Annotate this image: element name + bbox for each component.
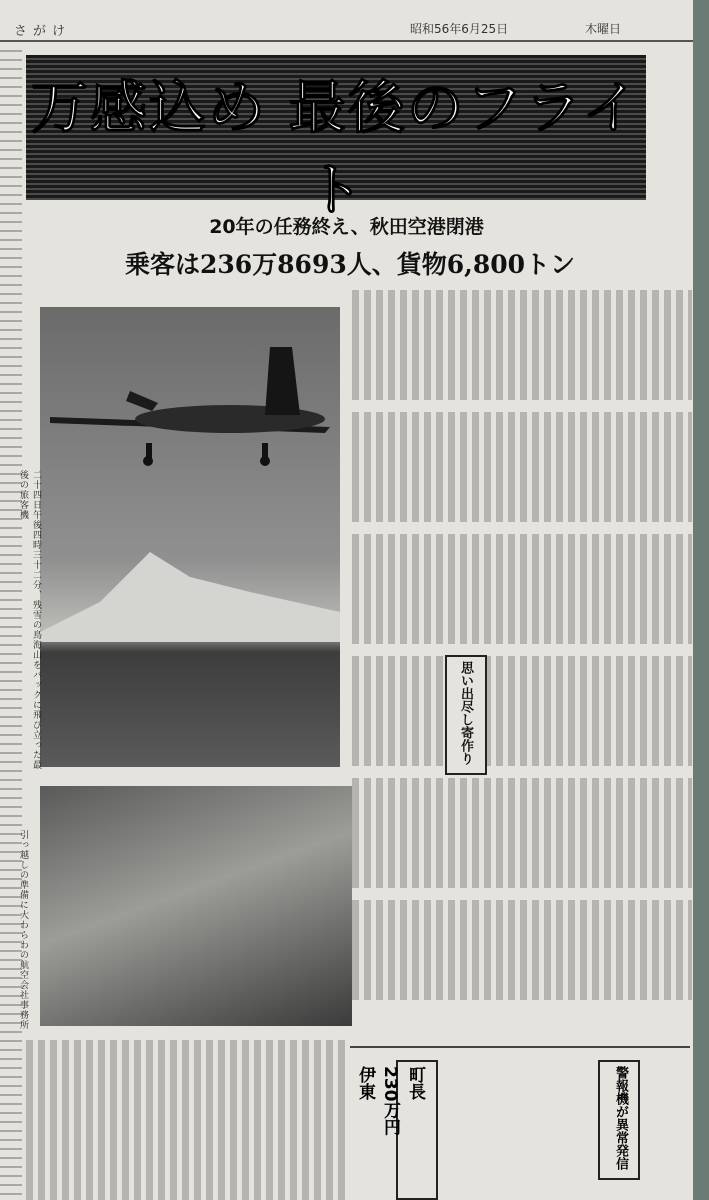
top-photo-caption: 二十四日午後四時三十二分、残雪の鳥海山をバックに飛び立った最後の旅客機 [18,470,41,770]
ad1-title: 町長 [405,1066,425,1100]
article-column [352,900,692,1000]
ads-rule [350,1046,690,1048]
masthead [0,18,693,42]
issue-date: 昭和56年6月25日 [410,22,509,36]
issue-weekday: 木曜日 [585,22,622,36]
article-column [352,290,692,400]
sidebar-heading: 思い出尽し寄作り [445,655,487,775]
binding-edge [693,0,709,1200]
paper-name: さがけ [14,24,72,39]
ad1-amount: 230万円 [380,1066,400,1136]
article-column [352,778,692,888]
mayor-ad-box [355,1060,438,1200]
stats-headline: 乗客は236万8693人、貨物6,800トン [124,250,576,279]
masthead-rule [0,40,693,42]
subheadline: 20年の任務終え、秋田空港閉港 [209,216,484,238]
lower-article-text [26,1040,346,1200]
bottom-photo-caption: 引っ越しの準備に大わらわの航空会社事務所 [18,830,28,1030]
ad1-name: 伊東 [355,1066,375,1100]
office-photo [40,786,352,1026]
article-column [352,534,692,644]
article-column [352,656,692,766]
mountain-silhouette [40,532,340,642]
alarm-news-box: 警報機が異常発信 [598,1060,640,1180]
main-headline: 万感込め 最後のフライト [30,75,642,223]
airplane-icon [40,307,340,507]
article-body [352,290,692,1000]
article-column [352,412,692,522]
airplane-photo [40,307,340,767]
